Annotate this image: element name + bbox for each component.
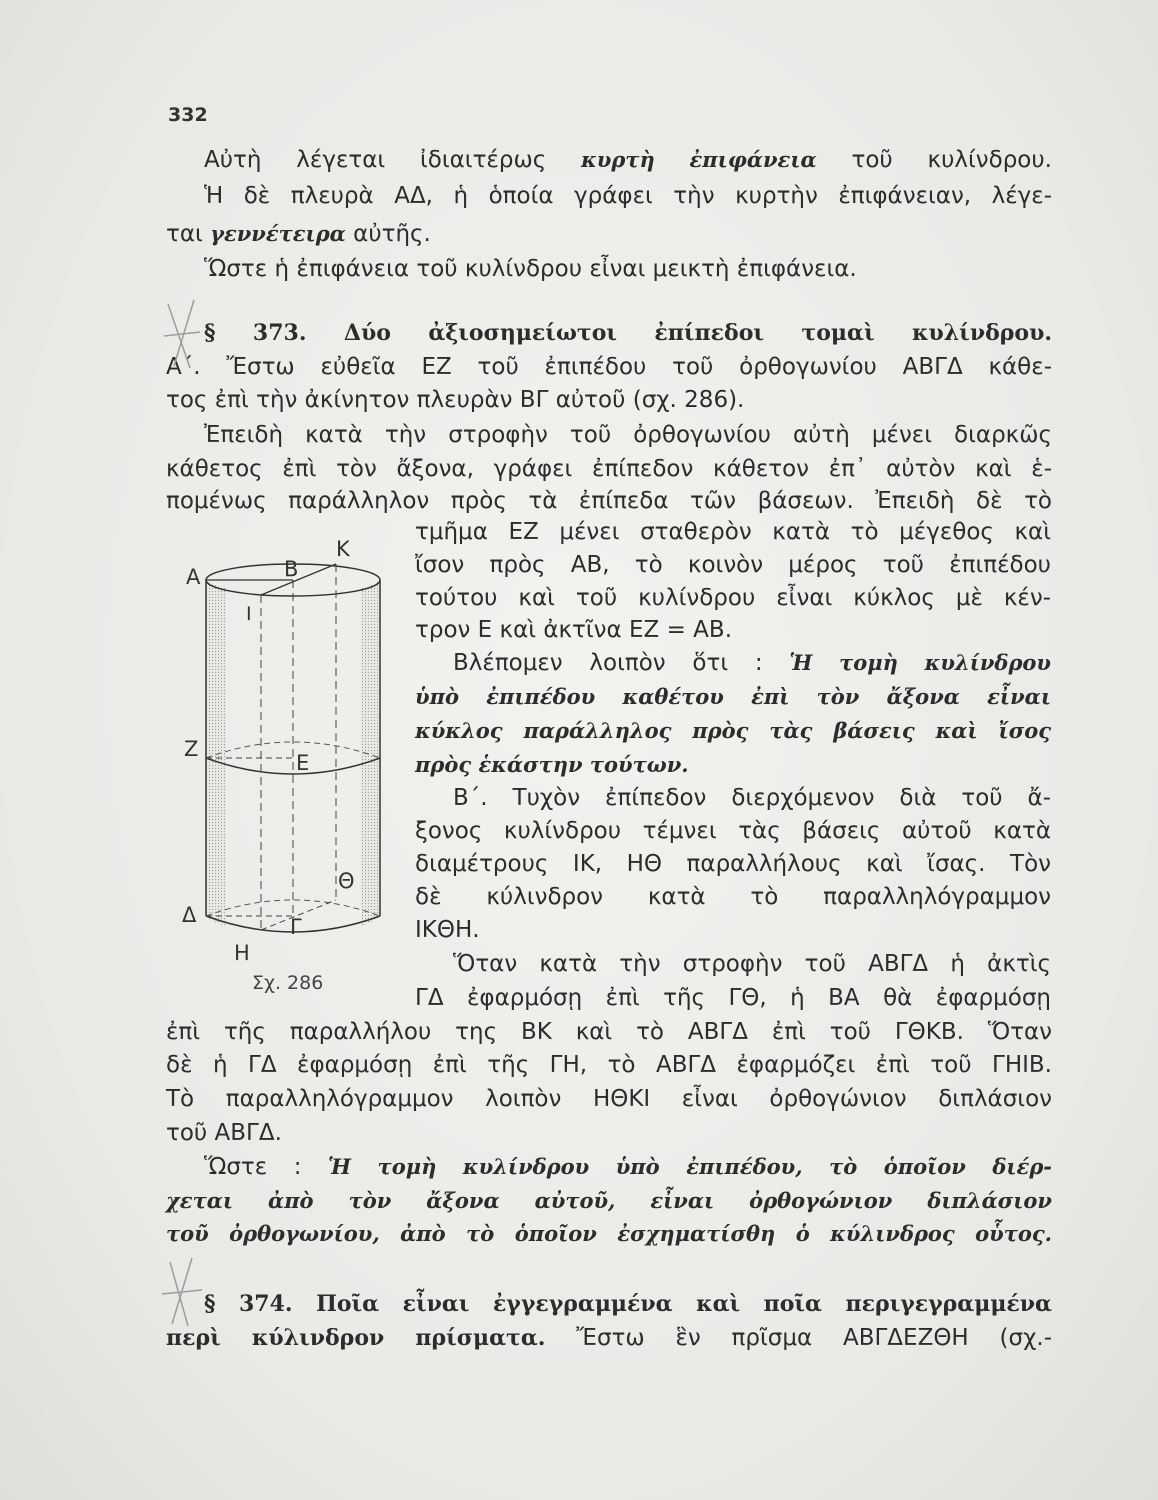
figure-label-K: Κ: [336, 537, 350, 561]
plain-text: Ἐπειδὴ κατὰ τὴν στροφὴν τοῦ ὀρθογωνίου αὐτὴ μένει διαρκῶς: [204, 422, 1052, 448]
plain-text: Α΄. Ἔστω εὐθεῖα ΕΖ τοῦ ἐπιπέδου τοῦ ὀρθογωνίου ΑΒΓΔ κάθε-: [166, 354, 1052, 380]
plain-text: Β΄. Τυχὸν ἐπίπεδον διερχόμενον διὰ τοῦ ἄ-: [453, 785, 1051, 811]
text-line: [415, 949, 1051, 979]
text-line: [166, 486, 1052, 516]
text-line: [166, 1017, 1052, 1047]
text-line: [415, 583, 1051, 613]
cylinder-figure: [166, 530, 406, 970]
plain-text: ται: [166, 221, 211, 247]
text-line: [415, 716, 1051, 746]
figure-label-Z: Ζ: [184, 737, 199, 761]
italic-emphasis: Ἡ τομὴ κυλίνδρου ὑπὸ ἐπιπέδου, τὸ ὁποῖον διέρ-: [328, 1154, 1053, 1179]
text-line: [166, 219, 1052, 249]
text-line: [415, 783, 1051, 813]
text-line: [415, 682, 1051, 712]
plain-text: Ὅταν κατὰ τὴν στροφὴν τοῦ ΑΒΓΔ ἡ ἀκτὶς: [453, 951, 1051, 977]
plain-text: Τὸ παραλληλόγραμμον λοιπὸν ΗΘΚΙ εἶναι ὀρθογώνιον διπλάσιον: [166, 1086, 1052, 1112]
plain-text: δὲ κύλινδρον κατὰ τὸ παραλληλόγραμμον: [415, 884, 1051, 910]
italic-emphasis: γεννέτειρα: [210, 221, 346, 246]
figure-label-E: Ε: [296, 751, 310, 775]
plain-text: ξονος κυλίνδρου τέμνει τὰς βάσεις αὐτοῦ κατὰ: [415, 818, 1051, 844]
plain-text: τρον Ε καὶ ἀκτῖνα ΕΖ = ΑΒ.: [415, 617, 733, 643]
plain-text: Ἔστω ἓν πρῖσμα ΑΒΓΔΕΖΘΗ (σχ.-: [545, 1325, 1052, 1351]
plain-text: τούτου καὶ τοῦ κυλίνδρου εἶναι κύκλος μὲ κέν-: [415, 585, 1051, 611]
bold-heading-text: περὶ κύλινδρον πρίσματα.: [166, 1325, 546, 1351]
text-line: [166, 1219, 1052, 1249]
figure-label-B: Β: [284, 557, 299, 581]
plain-text: τοῦ κυλίνδρου.: [816, 147, 1052, 173]
page-number: 332: [168, 104, 208, 126]
italic-emphasis: κύκλος παράλληλος πρὸς τὰς βάσεις καὶ ἴσος: [415, 718, 1051, 743]
plain-text: δὲ ἡ ΓΔ ἐφαρμόσῃ ἐπὶ τῆς ΓΗ, τὸ ΑΒΓΔ ἐφαρμόζει ἐπὶ τοῦ ΓΗΙΒ.: [166, 1052, 1052, 1078]
text-line: [415, 983, 1051, 1013]
plain-text: διαμέτρους ΙΚ, ΗΘ παραλλήλους καὶ ἴσας. Τὸν: [415, 851, 1051, 877]
italic-emphasis: χεται ἀπὸ τὸν ἄξονα αὐτοῦ, εἶναι ὀρθογώνιον διπλάσιον: [166, 1188, 1052, 1213]
text-line: [166, 1050, 1052, 1080]
text-line: [166, 454, 1052, 484]
text-line: [166, 420, 1052, 450]
text-line: [415, 849, 1051, 879]
text-line: [166, 1186, 1052, 1216]
text-line: [166, 1118, 1052, 1148]
italic-emphasis: τοῦ ὀρθογωνίου, ἀπὸ τὸ ὁποῖον ἐσχηματίσθη ὁ κύλινδρος οὗτος.: [166, 1221, 1052, 1246]
italic-emphasis: Ἡ τομὴ κυλίνδρου: [789, 650, 1051, 675]
section-heading-374: [166, 1289, 1052, 1319]
plain-text: ΙΚΘΗ.: [415, 917, 480, 943]
italic-emphasis: κυρτὴ ἐπιφάνεια: [581, 147, 817, 172]
plain-text: αὐτῆς.: [345, 221, 431, 247]
cylinder-shading-left: [206, 580, 226, 926]
pencil-mark-icon: [160, 1256, 210, 1336]
plain-text: τος ἐπὶ τὴν ἀκίνητον πλευρὰν ΒΓ αὐτοῦ (σχ. 286).: [166, 387, 745, 413]
text-line: [166, 385, 1052, 415]
pencil-mark-icon: [160, 296, 210, 376]
plain-text: ΓΔ ἐφαρμόσῃ ἐπὶ τῆς ΓΘ, ἡ ΒΑ θὰ ἐφαρμόσῃ: [415, 985, 1051, 1011]
section-heading-373: [166, 318, 1052, 348]
plain-text: ἴσον πρὸς ΑΒ, τὸ κοινὸν μέρος τοῦ ἐπιπέδου: [415, 552, 1051, 578]
italic-emphasis: ὑπὸ ἐπιπέδου καθέτου ἐπὶ τὸν ἄξονα εἶναι: [415, 684, 1051, 709]
text-line: [415, 882, 1051, 912]
figure-label-H: Η: [234, 941, 250, 965]
plain-text: Ὥστε ἡ ἐπιφάνεια τοῦ κυλίνδρου εἶναι μεικτὴ ἐπιφάνεια.: [204, 256, 857, 282]
figure-label-A: Α: [186, 565, 201, 589]
figure-label-I: Ι: [246, 603, 252, 625]
plain-text: Βλέπομεν λοιπὸν ὅτι :: [453, 650, 790, 676]
figure-label-Theta: Θ: [338, 869, 355, 893]
plain-text: τμῆμα ΕΖ μένει σταθερὸν κατὰ τὸ μέγεθος καὶ: [415, 519, 1051, 545]
text-line: [415, 615, 1051, 645]
plain-text: τοῦ ΑΒΓΔ.: [166, 1120, 282, 1146]
bold-heading-text: § 373. Δύο ἀξιοσημείωτοι ἐπίπεδοι τομαὶ κυλίνδρου.: [204, 320, 1052, 346]
text-line: [166, 181, 1052, 211]
figure-label-Gamma: Γ: [290, 915, 302, 939]
plain-text: ἐπὶ τῆς παραλλήλου της ΒΚ καὶ τὸ ΑΒΓΔ ἐπὶ τοῦ ΓΘΚΒ. Ὅταν: [166, 1019, 1052, 1045]
text-line: [166, 145, 1052, 175]
plain-text: πομένως παράλληλον πρὸς τὰ ἐπίπεδα τῶν βάσεων. Ἐπειδὴ δὲ τὸ: [166, 488, 1052, 514]
figure-label-Delta: Δ: [182, 903, 197, 927]
figure-caption: Σχ. 286: [252, 972, 324, 994]
bold-heading-text: § 374. Ποῖα εἶναι ἐγγεγραμμένα καὶ ποῖα περιγεγραμμένα: [204, 1291, 1052, 1317]
text-line: [166, 352, 1052, 382]
plain-text: Ἡ δὲ πλευρὰ ΑΔ, ἡ ὁποία γράφει τὴν κυρτὴν ἐπιφάνειαν, λέγε-: [204, 183, 1052, 209]
plain-text: Ὥστε :: [204, 1154, 329, 1180]
text-line: [166, 1084, 1052, 1114]
text-line: [415, 550, 1051, 580]
text-line: [415, 648, 1051, 678]
text-line: [415, 915, 1051, 945]
text-line: [166, 1323, 1052, 1353]
text-line: [166, 254, 1052, 284]
text-line: [415, 517, 1051, 547]
text-line: [415, 816, 1051, 846]
italic-emphasis: πρὸς ἑκάστην τούτων.: [415, 752, 689, 777]
text-line: [415, 750, 1051, 780]
plain-text: κάθετος ἐπὶ τὸν ἄξονα, γράφει ἐπίπεδον κάθετον ἐπ᾽ αὐτὸν καὶ ἑ-: [166, 456, 1052, 482]
plain-text: Αὐτὴ λέγεται ἰδιαιτέρως: [204, 147, 582, 173]
text-line: [166, 1152, 1052, 1182]
